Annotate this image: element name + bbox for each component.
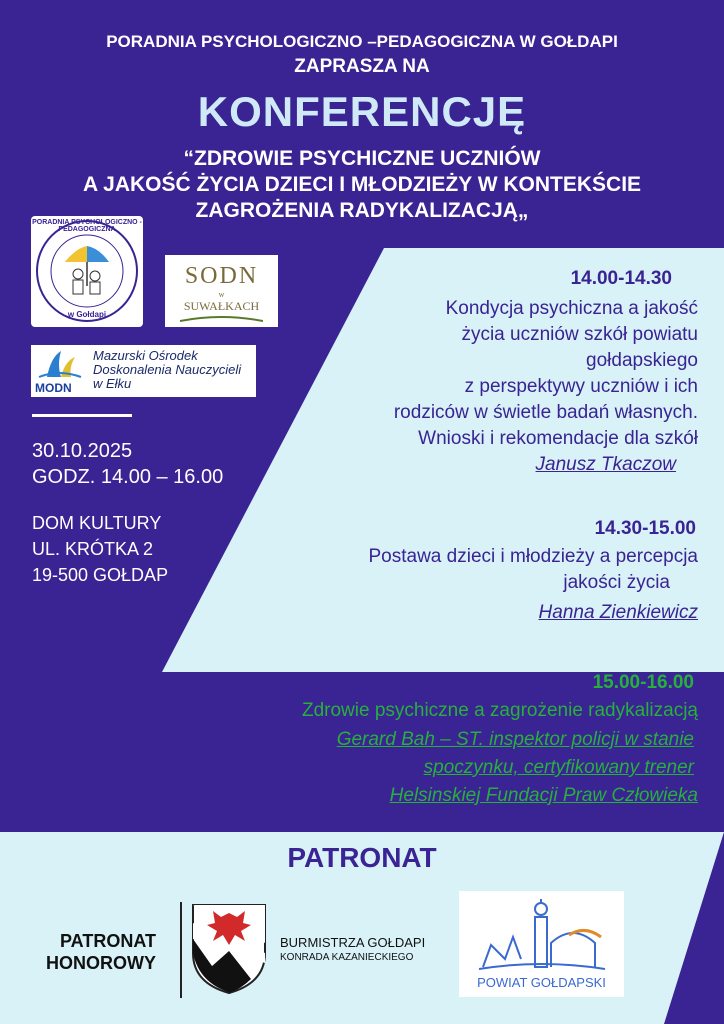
powiat-goldapski-logo: POWIAT GOŁDAPSKI	[459, 891, 624, 997]
session-topic: Zdrowie psychiczne a zagrożenie radykalizacją	[301, 700, 698, 721]
program-session-1	[394, 268, 698, 476]
patronage-heading: PATRONAT	[287, 842, 437, 873]
ppp-logo: PORADNIA PSYCHOLOGICZNO - PEDAGOGICZNA w Gołdapi	[31, 216, 143, 327]
session-time: 14.30-15.00	[594, 518, 696, 539]
event-date: 30.10.2025	[32, 440, 133, 462]
session-topic: Kondycja psychiczna a jakość życia uczniów szkół powiatu gołdapskiego z perspektywy uczniów i ich rodziców w świetle badań własnych. Wnioski i rekomendacje dla szkół	[393, 298, 698, 449]
divider-line	[32, 414, 132, 417]
event-time: GODZ. 14.00 – 16.00	[32, 466, 224, 488]
modn-logo: MODN Mazurski Ośrodek Doskonalenia Nauczycieli w Ełku	[31, 345, 256, 397]
session-speaker: Janusz Tkaczow	[535, 454, 676, 475]
invite-text: ZAPRASZA NA	[294, 56, 430, 77]
event-address: DOM KULTURY UL. KRÓTKA 2 19-500 GOŁDAP	[32, 513, 169, 585]
session-topic: Postawa dzieci i młodzieży a percepcja jakości życia	[368, 546, 698, 593]
organizer-name: PORADNIA PSYCHOLOGICZNO –PEDAGOGICZNA W GOŁDAPI	[106, 32, 618, 51]
session-time: 14.00-14.30	[570, 268, 672, 289]
session-time: 15.00-16.00	[592, 672, 694, 693]
patronage-divider	[180, 902, 182, 998]
event-type: KONFERENCJĘ	[197, 88, 527, 135]
mayor-patronage: BURMISTRZA GOŁDAPI KONRADA KAZANIECKIEGO	[280, 935, 426, 963]
conference-title: “ZDROWIE PSYCHICZNE UCZNIÓW A JAKOŚĆ ŻYCIA DZIECI I MŁODZIEŻY W KONTEKŚCIE ZAGROŻENIA RADYKALIZACJĄ„	[82, 147, 642, 222]
program-session-2	[369, 518, 699, 624]
sodn-logo: SODN w SUWAŁKACH	[165, 255, 278, 327]
goldap-coat-of-arms	[191, 903, 267, 995]
event-date-time	[32, 438, 223, 490]
session-speaker: Hanna Zienkiewicz	[538, 602, 698, 623]
program-session-3	[302, 672, 698, 810]
session-speaker: Gerard Bah – ST. inspektor policji w stanie spoczynku, certyfikowany trener Helsinskiej Fundacji Praw Człowieka	[336, 729, 698, 806]
honorary-patronage-label: PATRONAT HONOROWY	[46, 931, 156, 973]
